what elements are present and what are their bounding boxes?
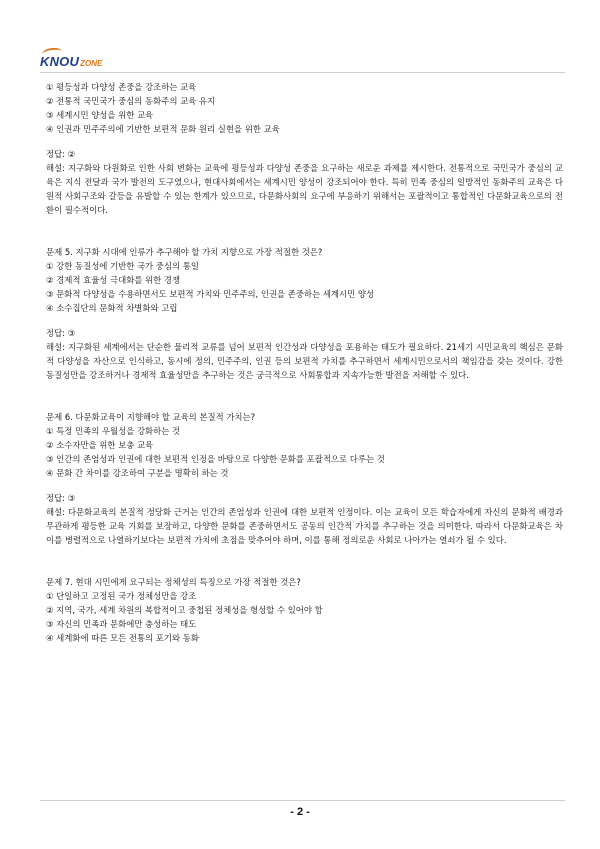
option-2: ② 경제적 효율성 극대화를 위한 경쟁 [46,275,181,285]
explanation: 해설: 다문화교육의 본질적 정당화 근거는 인간의 존엄성과 인권에 대한 보편적 인정이다. 이는 교육이 모든 학습자에게 자신의 문화적 배경과 무관하게 평등한 교육 기회를 보장하고, 다양한 문화를 존중하면서도 공동의 인간적 가치를 추구하는 것을 의미한다. 따라서 다문화교육은 차이를 병렬적으로 나열하기보다는 보편적 가치에 초점을 맞추어야 하며, 이를 통해 정의로운 사회로 나아가는 열쇠가 될 수 있다. [46,507,563,545]
option-4: ④ 세계화에 따른 모든 전통의 포기와 동화 [46,633,199,643]
option-4: ④ 문화 간 차이를 강조하여 구분을 명확히 하는 것 [46,468,229,478]
option-4: ④ 소수집단의 문화적 차별화와 고립 [46,303,178,313]
logo-sub-text: ZONE [80,59,103,68]
logo-main-text: KNOU [40,54,80,69]
question-5 [46,245,563,382]
explanation: 해설: 지구화된 세계에서는 단순한 물리적 교류를 넘어 보편적 인간성과 다양성을 포용하는 태도가 필요하다. 21세기 시민교육의 핵심은 문화적 다양성을 자산으로 인식하고, 동시에 정의, 민주주의, 인권 등의 보편적 가치를 추구하면서 세계시민으로서의 책임감을 갖는 것이다. 강한 동질성만을 강조하거나 경제적 효율성만을 추구하는 것은 궁극적으로 사회통합과 지속가능한 발전을 저해할 수 있다. [46,342,563,380]
question-text: 문제 5. 지구화 시대에 인류가 추구해야 할 가치 지향으로 가장 적절한 것은? [46,247,323,257]
answer: 정답: ③ [46,328,76,338]
option-3: ③ 세계시민 양성을 위한 교육 [46,110,154,120]
option-1: ① 강한 동질성에 기반한 국가 중심의 통일 [46,261,199,271]
page-content [46,80,563,645]
answer: 정답: ③ [46,493,76,503]
option-2: ② 전통적 국민국가 중심의 동화주의 교육 유지 [46,96,216,106]
question-4-continued [46,80,563,217]
question-6 [46,410,563,547]
question-7 [46,575,563,645]
option-1: ① 단일하고 고정된 국가 정체성만을 강조 [46,591,197,601]
page-number: - 2 - [290,806,310,818]
explanation: 해설: 지구화와 다원화로 인한 사회 변화는 교육에 평등성과 다양성 존중을 요구하는 새로운 과제를 제시한다. 전통적으로 국민국가 중심의 교육은 지식 전달과 국가 발전의 도구였으나, 현대사회에서는 세계시민 양성이 강조되어야 한다. 특히 민족 중심의 일방적인 동화주의 교육은 다원적 사회구조와 갈등을 유발할 수 있는 한계가 있으므로, 다문화사회의 요구에 부응하기 위해서는 포괄적이고 통합적인 다문화교육으로의 전환이 필수적이다. [46,163,563,215]
option-1: ① 특정 민족의 우월성을 강화하는 것 [46,426,181,436]
knouzone-logo [40,54,102,69]
question-text: 문제 7. 현대 시민에게 요구되는 정체성의 특징으로 가장 적절한 것은? [46,577,301,587]
header-divider [40,72,565,73]
option-2: ② 소수자만을 위한 보충 교육 [46,440,154,450]
answer: 정답: ② [46,149,76,159]
option-4: ④ 인권과 민주주의에 기반한 보편적 문화 원리 실현을 위한 교육 [46,124,280,134]
option-1: ① 평등성과 다양성 존중을 강조하는 교육 [46,82,197,92]
option-2: ② 지역, 국가, 세계 차원의 복합적이고 중첩된 정체성을 형성할 수 있어야 함 [46,605,323,615]
option-3: ③ 문화적 다양성을 수용하면서도 보편적 가치와 민주주의, 인권을 존중하는 세계시민 양성 [46,289,375,299]
option-3: ③ 인간의 존엄성과 인권에 대한 보편적 인정을 바탕으로 다양한 문화를 포괄적으로 다루는 것 [46,454,385,464]
question-text: 문제 6. 다문화교육이 지향해야 할 교육의 본질적 가치는? [46,412,256,422]
option-3: ③ 자신의 민족과 문화에만 충성하는 태도 [46,619,197,629]
footer-divider [40,800,565,801]
